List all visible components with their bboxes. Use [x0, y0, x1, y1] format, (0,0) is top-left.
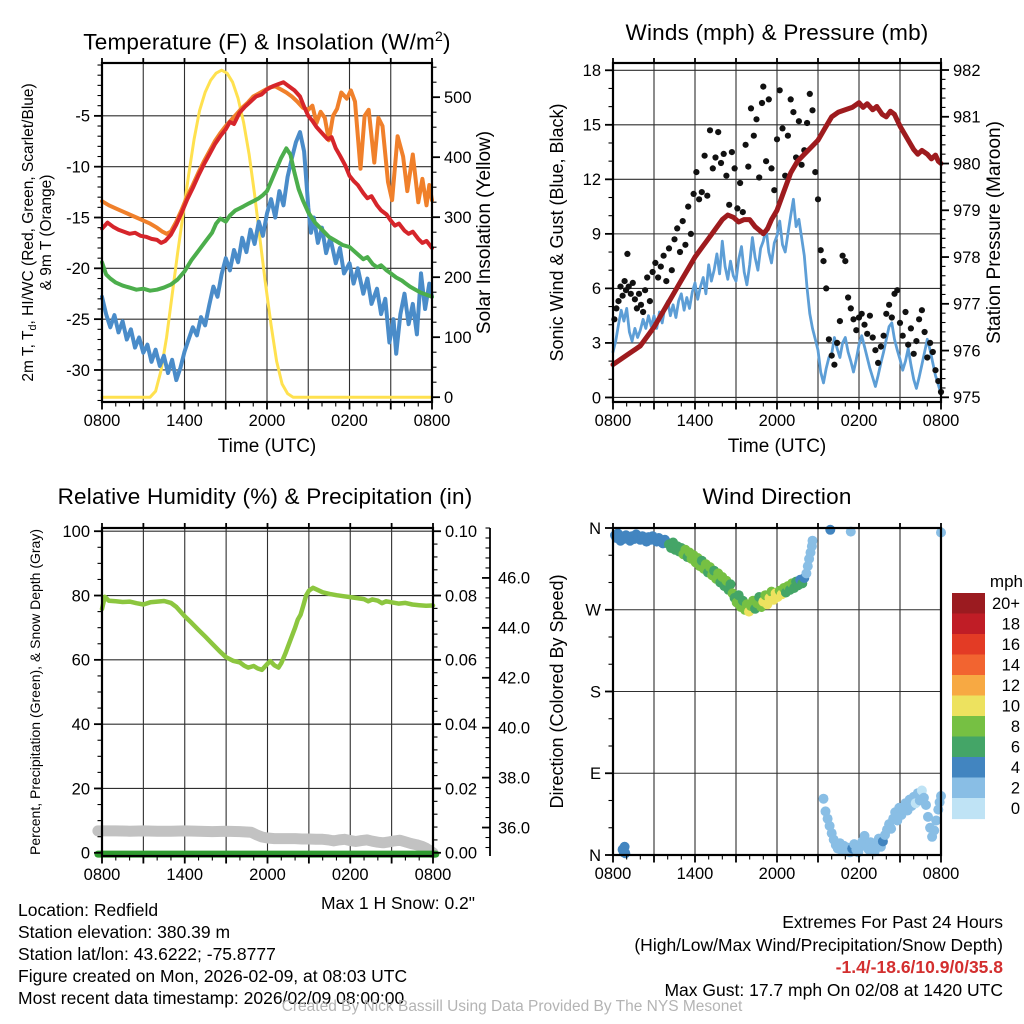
svg-text:Sonic Wind & Gust (Blue, Black: Sonic Wind & Gust (Blue, Black) — [547, 103, 567, 362]
svg-text:976: 976 — [953, 342, 981, 361]
svg-text:46.0: 46.0 — [498, 569, 531, 588]
svg-text:N: N — [589, 519, 601, 538]
svg-text:0200: 0200 — [840, 412, 878, 430]
svg-text:0800: 0800 — [83, 866, 121, 884]
station-info-block — [18, 899, 407, 1009]
svg-text:20+: 20+ — [992, 594, 1020, 613]
svg-text:20: 20 — [71, 780, 90, 799]
svg-text:2000: 2000 — [758, 865, 796, 883]
svg-text:0800: 0800 — [922, 412, 960, 430]
svg-text:2000: 2000 — [758, 412, 796, 430]
svg-text:975: 975 — [953, 389, 981, 408]
svg-text:S: S — [589, 683, 601, 702]
svg-text:0800: 0800 — [414, 866, 452, 884]
svg-text:15: 15 — [582, 116, 601, 135]
extremes-title: Extremes For Past 24 Hours — [782, 912, 1003, 932]
svg-text:18: 18 — [582, 62, 601, 81]
svg-text:36.0: 36.0 — [498, 819, 531, 838]
svg-text:4: 4 — [1010, 758, 1020, 777]
chart-tl — [20, 58, 495, 457]
extremes-subtitle: (High/Low/Max Wind/Precipitation/Snow Depth) — [634, 934, 1003, 955]
svg-text:981: 981 — [953, 108, 981, 127]
svg-text:12: 12 — [582, 171, 601, 190]
svg-text:6: 6 — [591, 280, 601, 299]
svg-text:-20: -20 — [66, 260, 90, 279]
svg-text:0800: 0800 — [922, 865, 960, 883]
station-elevation: Station elevation: 380.39 m — [18, 922, 231, 942]
svg-text:300: 300 — [444, 209, 472, 227]
svg-text:44.0: 44.0 — [498, 619, 531, 638]
svg-text:38.0: 38.0 — [498, 769, 531, 788]
svg-text:Time (UTC): Time (UTC) — [727, 436, 827, 457]
svg-text:-5: -5 — [75, 107, 90, 126]
max-snow-label: Max 1 H Snow: 0.2" — [320, 893, 475, 913]
title-text: Temperature (F) & Insolation (W/m — [83, 29, 435, 55]
chart-br — [547, 520, 1023, 883]
svg-text:0800: 0800 — [83, 412, 121, 430]
svg-text:0: 0 — [1010, 799, 1020, 818]
svg-text:-10: -10 — [66, 158, 90, 177]
svg-text:100: 100 — [444, 329, 472, 347]
svg-text:1400: 1400 — [166, 412, 203, 430]
svg-text:16: 16 — [1001, 635, 1020, 654]
svg-text:40: 40 — [71, 715, 90, 734]
svg-text:Solar Insolation (Yellow): Solar Insolation (Yellow) — [474, 130, 495, 335]
svg-text:0: 0 — [80, 844, 90, 863]
station-latlon: Station lat/lon: 43.6222; -75.8777 — [18, 944, 276, 964]
svg-text:0.02: 0.02 — [445, 780, 478, 799]
svg-text:Direction (Colored By Speed): Direction (Colored By Speed) — [547, 574, 567, 809]
title-superscript: 2 — [435, 28, 443, 44]
figure-created-timestamp: Figure created on Mon, 2026-02-09, at 08:03 UTC — [18, 966, 408, 986]
svg-text:-30: -30 — [66, 361, 90, 380]
svg-text:0: 0 — [444, 389, 454, 407]
svg-text:982: 982 — [953, 61, 981, 80]
station-location: Location: Redfield — [18, 900, 159, 920]
svg-text:979: 979 — [953, 202, 981, 221]
svg-text:Station Pressure (Maroon): Station Pressure (Maroon) — [984, 121, 1005, 344]
svg-text:6: 6 — [1010, 738, 1020, 757]
svg-text:W: W — [585, 601, 601, 620]
svg-text:80: 80 — [71, 587, 90, 606]
svg-text:2000: 2000 — [249, 866, 286, 884]
svg-text:1400: 1400 — [676, 865, 714, 883]
svg-text:0.10: 0.10 — [445, 523, 478, 542]
svg-text:18: 18 — [1001, 615, 1020, 634]
svg-text:Percent, Precipitation (Green): Percent, Precipitation (Green), & Snow Depth (Gray) — [27, 528, 43, 856]
speed-colorbar — [952, 572, 1023, 819]
svg-text:0: 0 — [591, 389, 601, 408]
svg-text:100: 100 — [62, 523, 90, 542]
svg-text:0.06: 0.06 — [445, 651, 478, 670]
chart-bl — [27, 523, 530, 884]
svg-text:42.0: 42.0 — [498, 669, 531, 688]
svg-text:mph: mph — [989, 572, 1023, 591]
extremes-values: -1.4/-18.6/10.9/0/35.8 — [835, 957, 1003, 978]
chart-title-humidity-precip: Relative Humidity (%) & Precipitation (in) — [57, 484, 473, 509]
svg-text:500: 500 — [444, 89, 472, 107]
chart-title-wind-direction: Wind Direction — [702, 484, 852, 509]
svg-text:40.0: 40.0 — [498, 719, 531, 738]
svg-text:0800: 0800 — [413, 412, 451, 430]
series-snow-depth — [98, 831, 433, 853]
svg-text:3: 3 — [591, 334, 601, 353]
svg-text:400: 400 — [444, 149, 472, 167]
svg-text:10: 10 — [1001, 697, 1020, 716]
svg-text:& 9m T (Orange): & 9m T (Orange) — [38, 174, 55, 291]
svg-text:978: 978 — [953, 248, 981, 267]
extremes-block — [420, 911, 1003, 1001]
svg-text:Time (UTC): Time (UTC) — [217, 436, 317, 457]
svg-text:2m T, Td​, HI/WC (Red, Green,: 2m T, Td, HI/WC (Red, Green, Scarlet/Blue) — [20, 83, 39, 382]
svg-text:60: 60 — [71, 651, 90, 670]
title-text-close: ) — [443, 29, 451, 55]
svg-text:-15: -15 — [66, 209, 90, 228]
series-wind-gust — [611, 84, 944, 396]
svg-text:977: 977 — [953, 295, 981, 314]
svg-text:8: 8 — [1010, 717, 1020, 736]
svg-text:1400: 1400 — [166, 866, 204, 884]
svg-text:0.00: 0.00 — [445, 844, 478, 863]
svg-text:2000: 2000 — [248, 412, 286, 430]
svg-text:E: E — [589, 765, 601, 784]
svg-text:-25: -25 — [66, 310, 90, 329]
svg-text:9: 9 — [591, 225, 601, 244]
chart-title-winds-pressure: Winds (mph) & Pressure (mb) — [625, 20, 929, 45]
svg-text:14: 14 — [1001, 656, 1020, 675]
recent-data-timestamp: Most recent data timestamp: 2026/02/09 08:00:00 — [18, 988, 405, 1008]
svg-text:0.08: 0.08 — [445, 587, 478, 606]
svg-text:0200: 0200 — [331, 412, 368, 430]
svg-text:0800: 0800 — [594, 412, 632, 430]
max-gust-label: Max Gust: 17.7 mph On 02/08 at 1420 UTC — [664, 979, 1003, 1000]
svg-text:0200: 0200 — [840, 865, 878, 883]
svg-text:1400: 1400 — [676, 412, 714, 430]
svg-text:0.04: 0.04 — [445, 715, 478, 734]
credit-line: Created By Nick Bassill Using Data Provided By The NYS Mesonet — [281, 998, 743, 1015]
svg-text:0200: 0200 — [331, 866, 369, 884]
svg-text:980: 980 — [953, 155, 981, 174]
svg-text:200: 200 — [444, 269, 472, 287]
chart-tr — [547, 58, 1005, 457]
svg-text:2: 2 — [1010, 779, 1020, 798]
svg-text:0800: 0800 — [594, 865, 632, 883]
svg-text:12: 12 — [1001, 676, 1020, 695]
svg-text:N: N — [589, 846, 601, 865]
